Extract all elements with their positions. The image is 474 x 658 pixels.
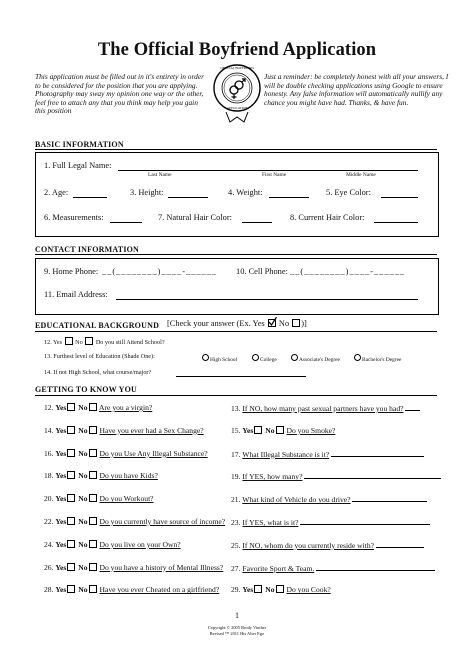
no-label: No	[78, 539, 88, 549]
q11-label: 11. Email Address:	[44, 290, 108, 299]
hint-no-text: No	[278, 319, 290, 328]
first-name-caption: First Name	[262, 172, 287, 178]
question-number: 16.	[44, 448, 54, 458]
question-text: If NO, whom do you currently reside with?	[242, 540, 374, 550]
yes-checkbox[interactable]	[67, 471, 75, 479]
question-row	[44, 494, 154, 503]
yes-checkbox[interactable]	[67, 540, 75, 548]
edu-q12	[44, 337, 165, 346]
yes-label: Yes	[242, 585, 254, 595]
yes-label: Yes	[55, 425, 67, 435]
question-row	[231, 563, 435, 573]
no-label: No	[78, 517, 88, 526]
question-number: 13.	[231, 404, 241, 413]
q1-label: 1. Full Legal Name:	[44, 161, 112, 170]
no-label: No	[265, 585, 275, 595]
basic-divider	[35, 149, 437, 150]
contact-divider	[35, 254, 437, 255]
edu-q12-yes-box[interactable]	[65, 337, 73, 345]
question-number: 28.	[44, 585, 54, 595]
no-label: No	[78, 448, 88, 458]
q7-label: 7. Natural Hair Color:	[158, 213, 232, 222]
no-checkbox[interactable]	[89, 403, 97, 411]
getting-heading: GETTING TO KNOW YOU	[35, 385, 137, 394]
no-checkbox[interactable]	[89, 449, 97, 457]
no-checkbox[interactable]	[89, 517, 97, 525]
age-field[interactable]	[73, 197, 107, 198]
yes-label: Yes	[55, 494, 67, 504]
hint-checked-box	[268, 319, 276, 327]
question-number: 22.	[44, 517, 54, 526]
option-bachelors-label: Bachelor's Degree	[362, 357, 402, 363]
no-label: No	[78, 425, 88, 435]
height-field[interactable]	[168, 197, 208, 198]
option-high-school[interactable]	[202, 354, 237, 363]
yes-label: Yes	[55, 585, 67, 595]
answer-line[interactable]	[300, 517, 430, 525]
question-text: Do you have a history of Mental Illness?	[99, 562, 224, 572]
no-checkbox[interactable]	[89, 540, 97, 548]
revised-line: Revised ™ 2011 His Alter Ego	[209, 631, 265, 636]
no-checkbox[interactable]	[89, 563, 97, 571]
question-number: 25.	[231, 540, 241, 550]
q9-label: 9. Home Phone:	[44, 267, 99, 276]
question-text: Have you ever Cheated on a girlfriend?	[99, 585, 220, 595]
question-number: 17.	[231, 449, 241, 459]
question-row	[44, 563, 223, 572]
svg-text:APPLICATION: APPLICATION	[226, 106, 248, 110]
question-number: 24.	[44, 539, 54, 549]
current-hair-field[interactable]	[374, 222, 418, 223]
question-text: What kind of Vehicle do you drive?	[242, 495, 351, 505]
question-text: Do you Smoke?	[286, 425, 336, 435]
no-label: No	[78, 403, 88, 412]
hint-close-text: )]	[301, 319, 307, 328]
intro-right: Just a reminder: be completely honest with all your answers, I will be double checking applications using Google to ensure honesty. Any false information will automatically nullify any chance you might have had. Thanks, & have fun.	[264, 72, 449, 107]
answer-line[interactable]	[352, 494, 426, 502]
answer-line[interactable]	[405, 403, 420, 411]
question-number: 23.	[231, 518, 241, 527]
question-text: If NO, how many past sexual partners have you had?	[242, 404, 404, 413]
edu-q12-text: Do you still Attend School?	[95, 339, 165, 346]
q3-label: 3. Height:	[130, 188, 164, 197]
question-number: 26.	[44, 562, 54, 572]
q4-label: 4. Weight:	[228, 188, 263, 197]
question-text: Do you Use Any Illegal Substance?	[99, 448, 208, 458]
question-row	[44, 540, 181, 549]
basic-heading: BASIC INFORMATION	[35, 140, 124, 149]
no-label: No	[78, 471, 88, 481]
q5-label: 5. Eye Color:	[326, 188, 371, 197]
question-row	[44, 471, 158, 480]
edu-q12-no: No	[75, 339, 83, 346]
q10-label: 10. Cell Phone:	[236, 267, 288, 276]
checkmark-icon	[268, 317, 277, 326]
education-divider	[35, 331, 437, 332]
no-checkbox[interactable]	[89, 585, 97, 593]
yes-checkbox[interactable]	[67, 517, 75, 525]
question-text: What Illegal Substance is it?	[242, 449, 330, 459]
question-row	[231, 585, 331, 594]
question-text: Do you Cook?	[286, 585, 331, 595]
question-number: 21.	[231, 495, 241, 505]
question-row	[231, 449, 424, 459]
middle-name-caption: Middle Name	[346, 172, 376, 178]
intro-left: This application must be filled out in it's entirety in order to be considered for the position that you are applying. Photography may sway my opinion one way or the other, feel free to attach any that you think may help you gain this position	[35, 72, 204, 116]
yes-checkbox[interactable]	[67, 494, 75, 502]
q2-label: 2. Age:	[44, 188, 69, 197]
question-number: 14.	[44, 425, 54, 435]
no-label: No	[78, 585, 88, 595]
yes-checkbox[interactable]	[254, 585, 262, 593]
yes-label: Yes	[55, 562, 67, 572]
edu-q14: 14. If not High School, what course/major?	[44, 369, 152, 376]
question-row	[231, 426, 335, 435]
option-college-label: College	[260, 357, 277, 363]
answer-line[interactable]	[304, 471, 441, 479]
question-text: If YES, how many?	[242, 472, 303, 482]
question-number: 18.	[44, 471, 54, 481]
yes-checkbox[interactable]	[67, 449, 75, 457]
no-label: No	[78, 562, 88, 572]
no-checkbox[interactable]	[89, 471, 97, 479]
svg-text:OFFICIAL BOYFRIEND: OFFICIAL BOYFRIEND	[220, 66, 254, 70]
question-text: Are you a virgin?	[99, 403, 153, 412]
edu-q13: 13. Furthest level of Education (Shade One):	[44, 353, 155, 360]
no-label: No	[78, 494, 88, 504]
question-row	[231, 540, 424, 550]
option-associates[interactable]	[291, 354, 340, 363]
no-checkbox[interactable]	[276, 426, 284, 434]
cell-phone-field[interactable]: __(________)____-______	[290, 267, 406, 276]
yes-checkbox[interactable]	[254, 426, 262, 434]
question-row	[44, 426, 204, 435]
question-row	[44, 585, 219, 594]
course-major-field[interactable]	[176, 376, 306, 377]
answer-line[interactable]	[316, 563, 435, 571]
question-row	[44, 449, 208, 458]
eye-color-field[interactable]	[381, 197, 418, 198]
yes-label: Yes	[242, 425, 254, 435]
question-text: Have you ever had a Sex Change?	[99, 425, 204, 435]
edu-q12-yes: 12. Yes	[44, 339, 63, 346]
question-row	[231, 494, 427, 504]
home-phone-field[interactable]: __(________)____-______	[102, 267, 218, 276]
yes-label: Yes	[55, 539, 67, 549]
question-text: Favorite Sport & Team.	[242, 563, 315, 573]
yes-label: Yes	[55, 448, 67, 458]
option-college[interactable]	[252, 354, 277, 363]
question-text: Do you live on your Own?	[99, 539, 181, 549]
question-number: 19.	[231, 472, 241, 482]
last-name-caption: Last Name	[148, 172, 172, 178]
answer-line[interactable]	[376, 540, 424, 548]
education-hint	[167, 319, 307, 328]
no-checkbox[interactable]	[89, 426, 97, 434]
getting-divider	[35, 395, 437, 396]
education-heading: EDUCATIONAL BACKGROUND	[35, 321, 160, 330]
official-seal-icon	[212, 62, 262, 124]
email-field[interactable]	[116, 299, 418, 300]
question-row	[231, 403, 420, 413]
question-row	[231, 517, 430, 527]
yes-checkbox[interactable]	[67, 563, 75, 571]
no-checkbox[interactable]	[276, 585, 284, 593]
yes-label: Yes	[55, 471, 67, 481]
question-text: If YES, what is it?	[242, 518, 299, 527]
full-name-field[interactable]	[118, 170, 418, 171]
question-row	[231, 471, 441, 481]
yes-label: Yes	[55, 517, 67, 526]
option-bachelors[interactable]	[354, 354, 401, 363]
question-row	[44, 517, 225, 526]
hint-empty-box	[292, 319, 300, 327]
copyright-line: Copyright © 2005 Brody Vinther	[207, 625, 267, 630]
no-label: No	[265, 425, 275, 435]
yes-checkbox[interactable]	[67, 426, 75, 434]
yes-checkbox[interactable]	[67, 585, 75, 593]
page-title: The Official Boyfriend Application	[97, 40, 377, 60]
question-row	[44, 403, 152, 412]
hint-open-text: [Check your answer (Ex. Yes	[167, 319, 265, 328]
option-high-school-label: High School	[210, 357, 238, 363]
question-text: Do you Workout?	[99, 494, 154, 504]
question-number: 27.	[231, 563, 241, 573]
question-number: 12.	[44, 403, 54, 412]
weight-field[interactable]	[269, 197, 309, 198]
question-text: Do you have Kids?	[99, 471, 158, 481]
question-number: 20.	[44, 494, 54, 504]
contact-heading: CONTACT INFORMATION	[35, 245, 140, 254]
yes-label: Yes	[55, 403, 67, 412]
q6-label: 6. Measurements:	[44, 213, 104, 222]
question-text: Do you currently have source of income?	[99, 517, 226, 526]
edu-q12-no-box[interactable]	[85, 337, 93, 345]
q8-label: 8. Current Hair Color:	[290, 213, 365, 222]
page-number: 1	[235, 611, 239, 620]
yes-checkbox[interactable]	[67, 403, 75, 411]
question-number: 29.	[231, 585, 241, 595]
natural-hair-field[interactable]	[242, 222, 272, 223]
measurements-field[interactable]	[110, 222, 142, 223]
question-number: 15.	[231, 425, 241, 435]
no-checkbox[interactable]	[89, 494, 97, 502]
answer-line[interactable]	[331, 449, 424, 457]
option-associates-label: Associate's Degree	[299, 357, 340, 363]
